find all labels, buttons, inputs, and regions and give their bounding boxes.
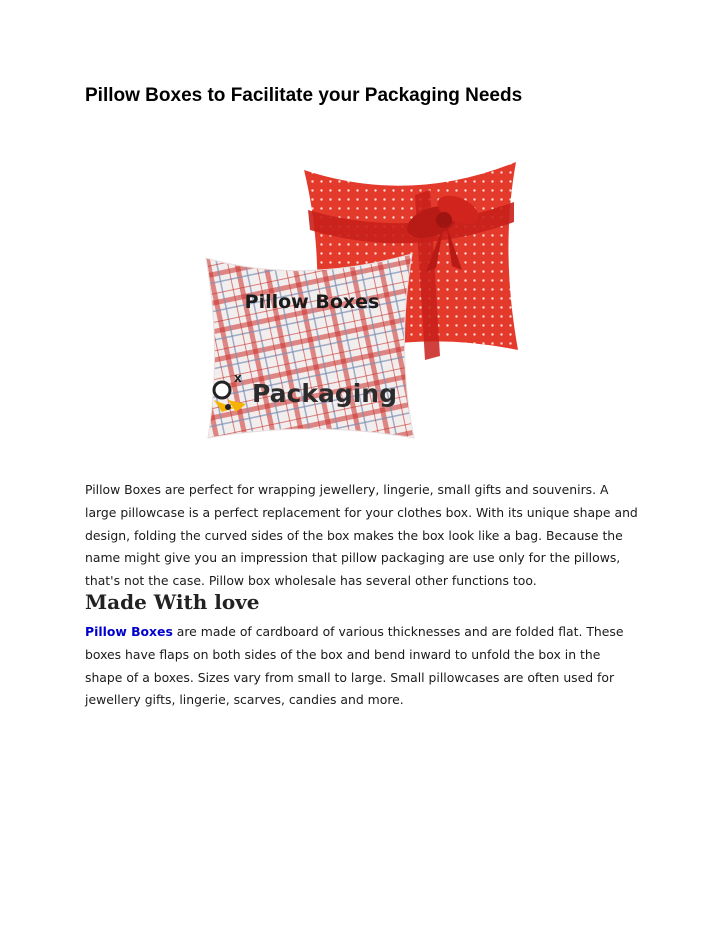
box-label-text: Pillow Boxes: [244, 291, 380, 313]
section-paragraph: [85, 621, 640, 712]
product-image: [200, 150, 530, 450]
brand-text: Packaging: [252, 379, 397, 408]
svg-text:x: x: [234, 371, 242, 385]
pillow-boxes-link[interactable]: Pillow Boxes: [85, 624, 173, 639]
intro-paragraph: Pillow Boxes are perfect for wrapping jewellery, lingerie, small gifts and souvenirs. A large pillowcase is a perfect replacement for your clothes box. With its unique shape and design, folding the curved sides of the box makes the box look like a bag. Because the name might give you an impression that pillow packaging are use only for the pillows, that's not the case. Pillow box wholesale has several other functions too.: [85, 482, 638, 589]
section-heading: Made With love: [85, 590, 260, 614]
page-title: Pillow Boxes to Facilitate your Packaging Needs: [85, 85, 523, 106]
section-paragraph-text: are made of cardboard of various thicknesses and are folded flat. These boxes have flaps on both sides of the box and bend inward to unfold the box in the shape of a boxes. Sizes vary from small to large. Small pillowcases are often used for jewellery gifts, lingerie, scarves, candies and more.: [85, 624, 624, 708]
